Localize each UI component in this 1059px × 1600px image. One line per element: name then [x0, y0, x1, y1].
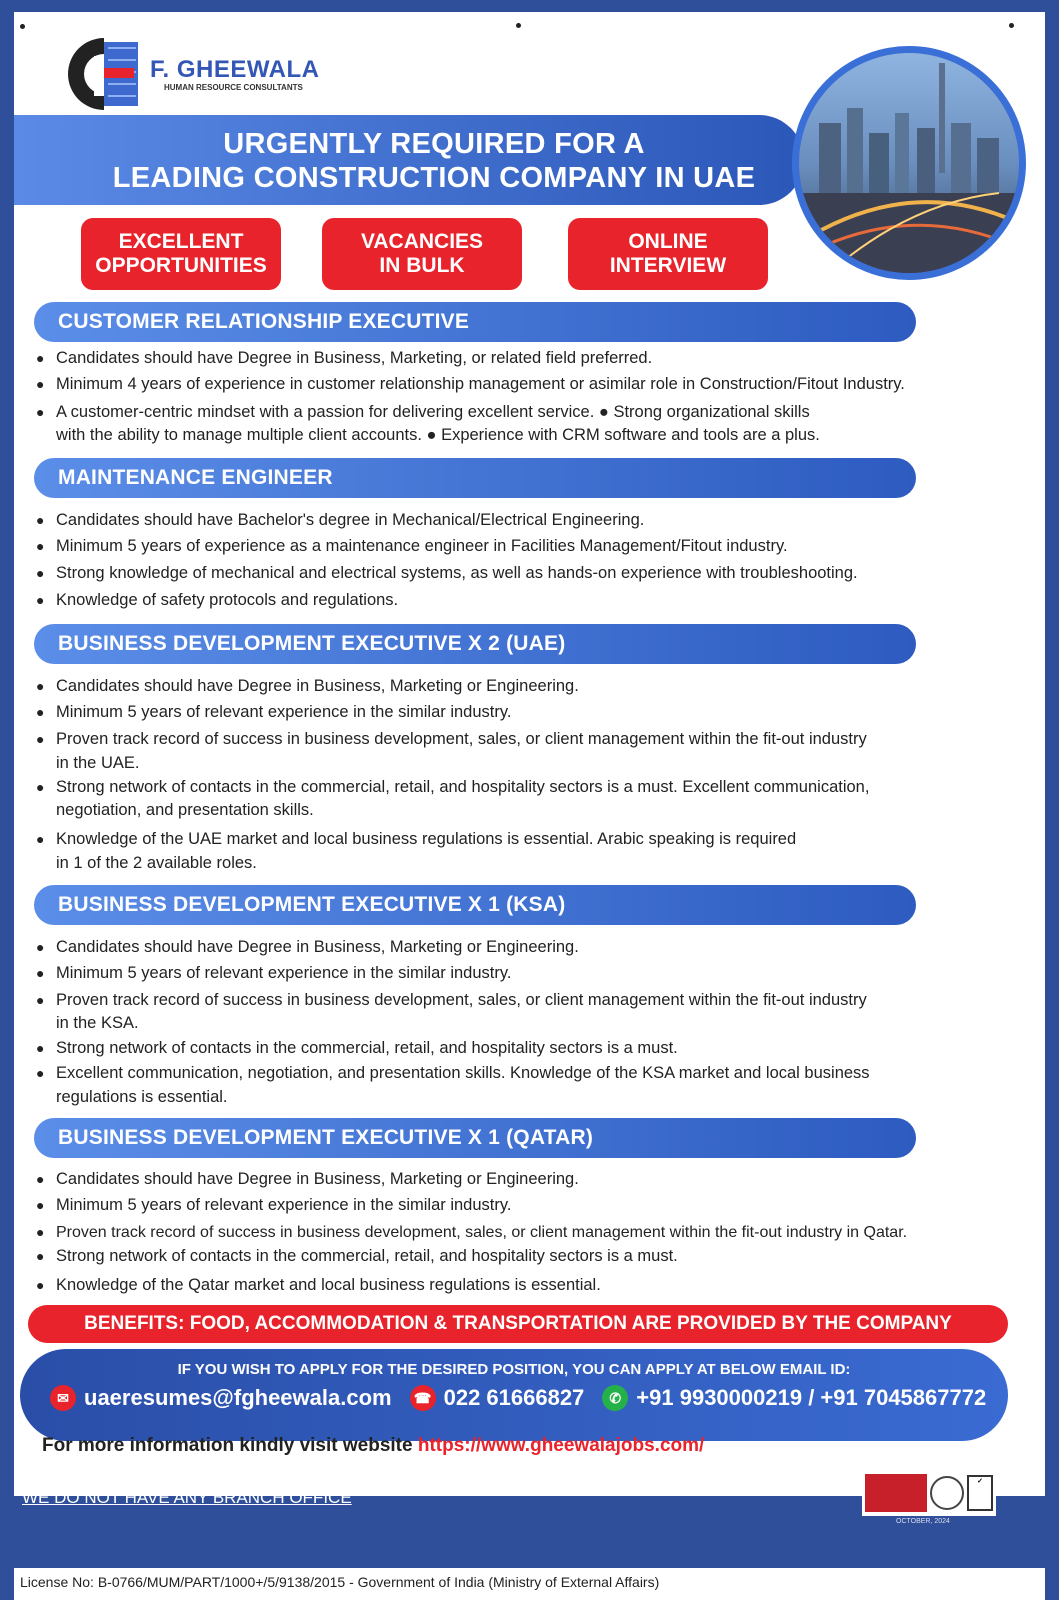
bullet-item: ● Strong network of contacts in the commercial, retail, and hospitality sectors is a must. Excellent communication, — [36, 778, 870, 796]
bullet-item: ● Candidates should have Degree in Business, Marketing or Engineering. — [36, 1170, 579, 1188]
headline-line-1: URGENTLY REQUIRED FOR A — [223, 128, 645, 160]
bullet-item: ● Strong knowledge of mechanical and electrical systems, as well as hands-on experience with troubleshooting. — [36, 564, 858, 582]
bullet-item: ● Proven track record of success in business development, sales, or client management within the fit-out industry — [36, 991, 867, 1009]
bullet-item: ● Minimum 5 years of relevant experience in the similar industry. — [36, 964, 512, 982]
bullet-continuation: regulations is essential. — [56, 1088, 228, 1106]
bullet-item: ● Minimum 5 years of relevant experience in the similar industry. — [36, 703, 512, 721]
highlight-text: OPPORTUNITIES — [95, 254, 267, 277]
highlight-text: ONLINE — [628, 230, 708, 253]
corner-dot — [516, 23, 521, 28]
brand-tagline: HUMAN RESOURCE CONSULTANTS — [164, 83, 303, 92]
bullet-item: ● Candidates should have Bachelor's degree in Mechanical/Electrical Engineering. — [36, 511, 645, 529]
bullet-item: ● Candidates should have Degree in Business, Marketing, or related field preferred. — [36, 349, 653, 367]
ukas-check-icon: ✓ — [967, 1475, 993, 1511]
highlight-interview — [568, 218, 768, 290]
bullet-item: ● Proven track record of success in business development, sales, or client management within the fit-out industry in Qatar. — [36, 1224, 908, 1241]
section-title: BUSINESS DEVELOPMENT EXECUTIVE X 1 (KSA) — [34, 885, 916, 925]
corner-dot — [1009, 23, 1014, 28]
headline-line-2: LEADING CONSTRUCTION COMPANY IN UAE — [112, 162, 756, 194]
email-icon: ✉ — [50, 1385, 76, 1411]
phone-icon: ☎ — [410, 1385, 436, 1411]
highlight-text: INTERVIEW — [609, 254, 727, 277]
highlight-opportunities — [81, 218, 281, 290]
certification-badges — [862, 1470, 996, 1516]
apply-banner — [20, 1349, 1008, 1441]
whatsapp-icon: ✆ — [602, 1385, 628, 1411]
highlight-text: VACANCIES — [360, 230, 484, 253]
bullet-item: ● Excellent communication, negotiation, and presentation skills. Knowledge of the KSA market and local business — [36, 1064, 870, 1082]
license-text: License No: B-0766/MUM/PART/1000+/5/9138/2015 - Government of India (Ministry of External Affairs) — [20, 1574, 660, 1590]
more-info — [42, 1435, 704, 1457]
bullet-item: ● Minimum 4 years of experience in customer relationship management or asimilar role in Construction/Fitout Industry. — [36, 375, 905, 393]
highlight-text: IN BULK — [379, 254, 465, 277]
brand-logo — [64, 34, 320, 114]
benefits-banner: BENEFITS: FOOD, ACCOMMODATION & TRANSPORTATION ARE PROVIDED BY THE COMPANY — [28, 1305, 1008, 1343]
brand-name: F. GHEEWALA — [150, 56, 320, 83]
email-link[interactable]: uaeresumes@fgheewala.com — [84, 1385, 392, 1410]
license-footer — [14, 1568, 1045, 1600]
website-link[interactable]: https://www.gheewalajobs.com/ — [417, 1435, 705, 1456]
logo-mark-icon — [64, 34, 144, 114]
phone-number[interactable]: 022 61666827 — [443, 1385, 585, 1410]
headline-banner — [14, 115, 804, 205]
bullet-continuation: negotiation, and presentation skills. — [56, 801, 314, 819]
city-skyline-image — [792, 46, 1026, 280]
whatsapp-numbers[interactable]: +91 9930000219 / +91 7045867772 — [636, 1385, 987, 1410]
highlight-vacancies — [322, 218, 522, 290]
bullet-item: ● Minimum 5 years of relevant experience in the similar industry. — [36, 1196, 512, 1214]
bullet-item: ● A customer-centric mindset with a passion for delivering excellent service. ● Strong organizational skills — [36, 403, 810, 421]
bullet-item: ● Proven track record of success in business development, sales, or client management within the fit-out industry — [36, 730, 867, 748]
section-title: MAINTENANCE ENGINEER — [34, 458, 916, 498]
cert-date: OCTOBER, 2024 — [896, 1518, 950, 1525]
bullet-continuation: in the KSA. — [56, 1014, 139, 1032]
section-title: BUSINESS DEVELOPMENT EXECUTIVE X 2 (UAE) — [34, 624, 916, 664]
corner-dot — [20, 24, 25, 29]
apply-heading: IF YOU WISH TO APPLY FOR THE DESIRED POSITION, YOU CAN APPLY AT BELOW EMAIL ID: — [177, 1361, 851, 1378]
bureau-veritas-badge — [865, 1474, 927, 1512]
bullet-item: ● Candidates should have Degree in Business, Marketing or Engineering. — [36, 938, 579, 956]
poster-sheet — [14, 12, 1045, 1496]
section-title: BUSINESS DEVELOPMENT EXECUTIVE X 1 (QATAR) — [34, 1118, 916, 1158]
bullet-item: ● Strong network of contacts in the commercial, retail, and hospitality sectors is a must. — [36, 1039, 678, 1057]
bullet-continuation: with the ability to manage multiple client accounts. ● Experience with CRM software and tools are a plus. — [56, 426, 820, 444]
bullet-item: ● Candidates should have Degree in Business, Marketing or Engineering. — [36, 677, 579, 695]
bullet-item: ● Knowledge of the UAE market and local business regulations is essential. Arabic speaking is required — [36, 830, 797, 848]
bullet-continuation: in 1 of the 2 available roles. — [56, 854, 257, 872]
more-info-label: For more information kindly visit website — [42, 1435, 413, 1456]
certification-seal-icon — [930, 1476, 964, 1510]
bullet-continuation: in the UAE. — [56, 754, 140, 772]
bullet-item: ● Minimum 5 years of experience as a maintenance engineer in Facilities Management/Fitout industry. — [36, 537, 788, 555]
no-branch-notice: WE DO NOT HAVE ANY BRANCH OFFICE — [22, 1488, 352, 1507]
bullet-item: ● Knowledge of the Qatar market and local business regulations is essential. — [36, 1276, 601, 1294]
section-title: CUSTOMER RELATIONSHIP EXECUTIVE — [34, 302, 916, 342]
bullet-item: ● Strong network of contacts in the commercial, retail, and hospitality sectors is a must. — [36, 1247, 678, 1265]
highlight-text: EXCELLENT — [118, 230, 244, 253]
bullet-item: ● Knowledge of safety protocols and regulations. — [36, 591, 399, 609]
